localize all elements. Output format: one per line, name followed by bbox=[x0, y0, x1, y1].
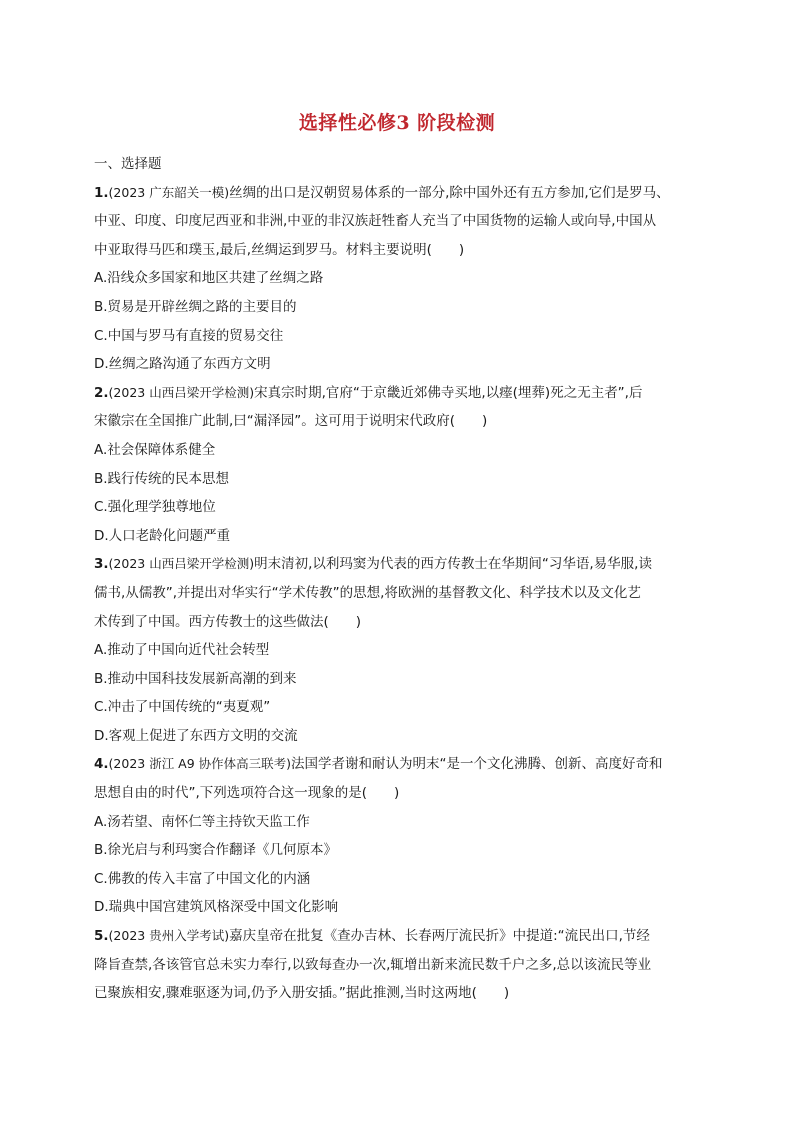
question-number: 2. bbox=[94, 384, 109, 401]
question-4 bbox=[94, 750, 714, 922]
question-3-option-c: C.冲击了中国传统的“夷夏观” bbox=[94, 699, 271, 716]
question-4-line-1 bbox=[94, 750, 714, 779]
question-4-option-b: B.徐光启与利玛窦合作翻译《几何原本》 bbox=[94, 842, 338, 859]
question-1-line-2: 中亚、印度、印度尼西亚和非洲,中亚的非汉族赶牲畜人充当了中国货物的运输人或向导,中国从 bbox=[94, 213, 657, 230]
question-number: 4. bbox=[94, 756, 109, 773]
question-2-option-a: A.社会保障体系健全 bbox=[94, 441, 216, 458]
question-source: (2023 贵州入学考试) bbox=[108, 928, 230, 944]
question-5-line-2: 降旨查禁,各该管官总未实力奉行,以致每查办一次,辄增出新来流民数千户之多,总以该流民等业 bbox=[94, 956, 652, 973]
question-number: 3. bbox=[94, 556, 109, 573]
question-3-option-d: D.客观上促进了东西方文明的交流 bbox=[94, 727, 298, 744]
question-3-option-b: B.推动中国科技发展新高潮的到来 bbox=[94, 670, 297, 687]
question-list bbox=[94, 150, 714, 1008]
question-3-line-1 bbox=[94, 550, 714, 579]
question-3-line-3: 术传到了中国。西方传教士的这些做法( ) bbox=[94, 613, 362, 630]
question-2-option-b: B.践行传统的民本思想 bbox=[94, 470, 230, 487]
question-2-option-c: C.强化理学独尊地位 bbox=[94, 499, 216, 516]
question-source: (2023 广东韶关一模) bbox=[108, 184, 230, 200]
question-source: (2023 山西吕梁开学检测) bbox=[108, 384, 255, 400]
question-source: (2023 浙江 A9 协作体高三联考) bbox=[108, 756, 292, 772]
question-4-option-d: D.瑞典中国宫建筑风格深受中国文化影响 bbox=[94, 899, 339, 916]
question-5-line-3: 已聚族相安,骤难驱逐为词,仍予入册安插。”据此推测,当时这两地( ) bbox=[94, 985, 510, 1002]
question-3-line-2: 儒书,从儒教”,并提出对华实行“学术传教”的思想,将欧洲的基督教文化、科学技术以及文化艺 bbox=[94, 584, 641, 601]
question-2-line-2: 宋徽宗在全国推广此制,曰“漏泽园”。这可用于说明宋代政府( ) bbox=[94, 413, 488, 430]
question-5 bbox=[94, 922, 714, 1008]
question-text: 宋真宗时期,官府“于京畿近郊佛寺买地,以瘗(埋葬)死之无主者”,后 bbox=[254, 384, 643, 401]
question-number: 1. bbox=[94, 184, 109, 201]
question-5-line-1 bbox=[94, 922, 714, 951]
question-1-option-d: D.丝绸之路沟通了东西方文明 bbox=[94, 356, 271, 373]
question-1-line-3: 中亚取得马匹和璞玉,最后,丝绸运到罗马。材料主要说明( ) bbox=[94, 241, 465, 258]
question-4-line-2: 思想自由的时代”,下列选项符合这一现象的是( ) bbox=[94, 785, 400, 802]
question-2-option-d: D.人口老龄化问题严重 bbox=[94, 527, 231, 544]
question-1-line-1 bbox=[94, 179, 714, 208]
question-4-option-a: A.汤若望、南怀仁等主持钦天监工作 bbox=[94, 813, 310, 830]
question-text: 丝绸的出口是汉朝贸易体系的一部分,除中国外还有五方参加,它们是罗马、 bbox=[229, 184, 670, 201]
question-1-option-b: B.贸易是开辟丝绸之路的主要目的 bbox=[94, 298, 297, 315]
question-2-line-1 bbox=[94, 379, 714, 408]
question-4-option-c: C.佛教的传入丰富了中国文化的内涵 bbox=[94, 870, 311, 887]
question-source: (2023 山西吕梁开学检测) bbox=[108, 556, 255, 572]
question-3-option-a: A.推动了中国向近代社会转型 bbox=[94, 642, 270, 659]
question-2 bbox=[94, 379, 714, 551]
question-1 bbox=[94, 179, 714, 379]
question-text: 法国学者谢和耐认为明末“是一个文化沸腾、创新、高度好奇和 bbox=[291, 756, 663, 773]
question-number: 5. bbox=[94, 928, 109, 945]
question-1-option-a: A.沿线众多国家和地区共建了丝绸之路 bbox=[94, 270, 324, 287]
document-title: 选择性必修3 阶段检测 bbox=[298, 112, 496, 134]
question-text: 嘉庆皇帝在批复《查办吉林、长春两厅流民折》中提道:“流民出口,节经 bbox=[229, 928, 650, 945]
section-heading: 一、选择题 bbox=[94, 156, 162, 172]
question-text: 明末清初,以利玛窦为代表的西方传教士在华期间“习华语,易华服,读 bbox=[254, 556, 652, 573]
question-3 bbox=[94, 550, 714, 750]
question-1-option-c: C.中国与罗马有直接的贸易交往 bbox=[94, 327, 284, 344]
